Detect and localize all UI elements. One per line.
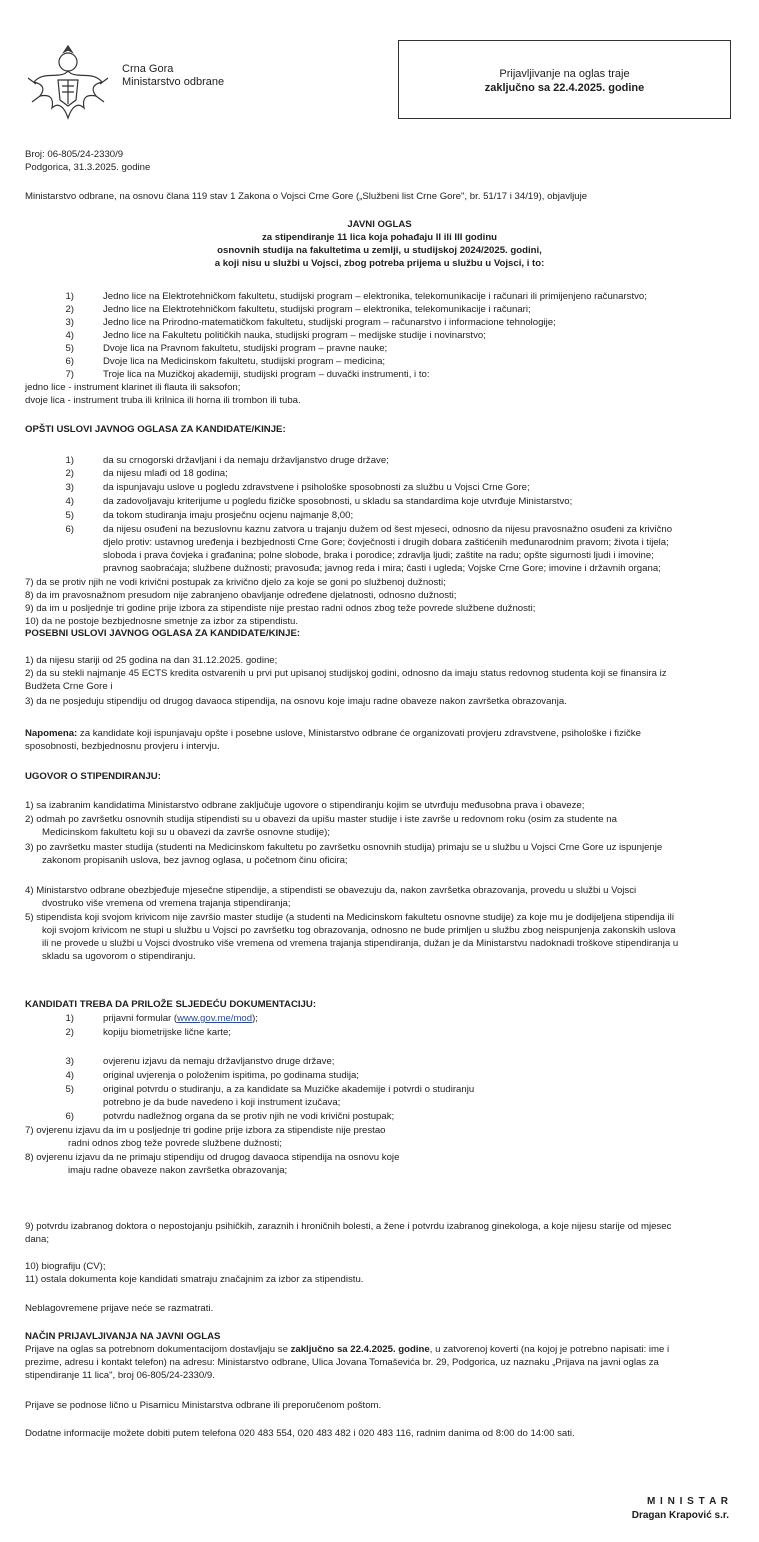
program-sub-line: jedno lice - instrument klarinet ili flauta ili saksofon; — [25, 382, 241, 393]
list-item: 5) stipendista koji svojom krivicom nije završio master studije (a studenti na Medicinskom fakultetu osnovne studije) za koje mu je dodijeljena stipendija ili — [25, 912, 674, 923]
application-heading: NAČIN PRIJAVLJIVANJA NA JAVNI OGLAS — [25, 1331, 221, 1342]
list-item: 4) Ministarstvo odbrane obezbjeđuje mjesečne stipendije, a stipendisti se obavezuju da, nakon završetka obrazovanja, provedu u službi u Vojsci — [25, 885, 637, 896]
list-item-continued: zakonom propisanih uslova, bez javnog oglasa, u početnom činu oficira; — [42, 855, 348, 866]
application-paragraph-line: stipendiranje 11 lica", broj 06-805/24-2330/9. — [25, 1370, 215, 1381]
list-item-continued: dana; — [25, 1234, 50, 1245]
header-org — [122, 63, 224, 89]
contact-info: Dodatne informacije možete dobiti putem telefona 020 483 554, 020 483 482 i 020 483 116, radnim danima od 8:00 do 14:00 sati. — [25, 1428, 575, 1439]
document-title: JAVNI OGLAS — [347, 219, 412, 230]
documents-heading: KANDIDATI TREBA DA PRILOŽE SLJEDEĆU DOKUMENTACIJU: — [25, 999, 317, 1010]
list-item-continued: Medicinskom fakultetu koji su u obavezi da završe osnovne studije); — [42, 827, 330, 838]
document-place-date: Podgorica, 31.3.2025. godine — [25, 162, 151, 173]
document-number: Broj: 06-805/24-2330/9 — [25, 149, 124, 160]
list-item-continued: Budžeta Crne Gore i — [25, 681, 113, 692]
country-name: Crna Gora — [122, 63, 174, 75]
note-paragraph: Napomena: za kandidate koji ispunjavaju opšte i posebne uslove, Ministarstvo odbrane će organizovati provjeru zdravstvene, psihološke i fizičke — [25, 728, 641, 739]
list-item: 1) da nijesu stariji od 25 godina na dan 31.12.2025. godine; — [25, 655, 278, 666]
list-item: 10) biografiju (CV); — [25, 1261, 106, 1272]
signature-name: Dragan Krapović s.r. — [631, 1510, 729, 1521]
list-item-continued: dvostruko više vremena od vremena trajanja stipendiranja; — [42, 898, 291, 909]
list-item: 8) ovjerenu izjavu da ne primaju stipendiju od drugog davaoca stipendija na osnovu koje — [25, 1152, 400, 1163]
title-line-4: a koji nisu u službi u Vojsci, zbog potreba prijema u službu u Vojsci, i to: — [214, 258, 545, 269]
ministry-name: Ministarstvo odbrane — [122, 76, 225, 88]
application-paragraph-line: prezime, adresu i kontakt telefon) na adresu: Ministarstvo odbrane, Ulica Jovana Tomaševića br. 29, Podgorica, uz naznaku „Prijava na javni oglas za — [25, 1357, 659, 1368]
title-line-3: osnovnih studija na fakultetima u zemlji, u studijskoj 2024/2025. godini, — [217, 245, 542, 256]
list-item: 7) ovjerenu izjavu da im u posljednje tri godine prije izbora za stipendiste nije prestao — [25, 1125, 386, 1136]
list-item: 3) po završetku master studija (studenti na Medicinskom fakultetu po završetku osnovnih studija) primaju se u službu u Vojsci Crne Gore uz ispunjenje — [25, 842, 663, 853]
program-sub-line: dvoje lica - instrument truba ili krilnica ili horna ili trombon ili tuba. — [25, 395, 301, 406]
list-item: 1) sa izabranim kandidatima Ministarstvo odbrane zaključuje ugovore o stipendiranju kojim se utvrđuju međusobna prava i obaveze; — [25, 800, 585, 811]
list-item: 7) da se protiv njih ne vodi krivični postupak za krivično djelo za koje se goni po službenoj dužnosti; — [25, 577, 446, 588]
list-item: 3) da ne posjeduju stipendiju od drugog davaoca stipendija, na osnovu koje imaju radne obaveze nakon završetka obrazovanja. — [25, 696, 567, 707]
title-line-2: za stipendiranje 11 lica koja pohađaju II ili III godinu — [261, 232, 498, 243]
list-item: 2) odmah po završetku osnovnih studija stipendisti su u obavezi da upišu master studije i iste završe u redovnom roku (osim za studente na — [25, 814, 617, 825]
list-item: 11) ostala dokumenta koje kandidati smatraju značajnim za izbor za stipendistu. — [25, 1274, 364, 1285]
list-item: 2) da su stekli najmanje 45 ECTS kredita ostvarenih u prvi put upisanoj studijskoj godini, odnosno da imaju status redovnog studenta koji se finansira iz — [25, 668, 667, 679]
list-item: 9) da im u posljednje tri godine prije izbora za stipendiste nije prestao radni odnos zbog teže povrede službene dužnosti; — [25, 603, 536, 614]
coat-of-arms-logo — [24, 40, 112, 128]
list-item: 9) potvrdu izabranog doktora o nepostojanju psihičkih, zaraznih i hroničnih bolesti, a žene i potvrdu izabranog ginekologa, a koje nijesu starije od mjesec — [25, 1221, 672, 1232]
list-item-continued: koji svojom krivicom ne stupi u službu u Vojsci po završetku tog obrazovanja, odnosno ne bude primljen u službu zbog neispunjenja zakonskih uslova — [42, 925, 676, 936]
submission-note: Prijave se podnose lično u Pisarnicu Ministarstva odbrane ili preporučenom poštom. — [25, 1400, 382, 1411]
list-item-continued: radni odnos zbog teže povrede službene dužnosti; — [68, 1138, 282, 1149]
note-line-2: sposobnosti, bezbjednosnu provjeru i intervju. — [25, 741, 220, 752]
gov-website-link[interactable]: www.gov.me/mod — [177, 1013, 253, 1024]
list-item: 10) da ne postoje bezbjednosne smetnje za izbor za stipendistu. — [25, 616, 299, 627]
deadline-notice-line1: Prijavljivanje na oglas traje — [499, 68, 630, 80]
list-item-continued: skladu sa ugovorom o stipendiranju. — [42, 951, 196, 962]
list-item-continued: ili ne provede u službi u Vojsci dvostruko više vremena od vremena trajanja stipendiranja, dužan je da Ministarstvu nadoknadi troškove stipendiranja u — [42, 938, 679, 949]
contract-heading: UGOVOR O STIPENDIRANJU: — [25, 771, 161, 782]
application-paragraph: Prijave na oglas sa potrebnom dokumentacijom dostavljaju se zaključno sa 22.4.2025. godine, u zatvorenoj koverti (na kojoj je potrebno napisati: ime i — [25, 1344, 670, 1355]
list-item-continued: imaju radne obaveze nakon završetka obrazovanja; — [68, 1165, 288, 1176]
note-label: Napomena: — [25, 728, 78, 739]
list-item: 8) da im pravosnažnom presudom nije zabranjeno obavljanje određene djelatnosti, odnosno dužnosti; — [25, 590, 457, 601]
deadline-notice-line2: zaključno sa 22.4.2025. godine — [484, 82, 645, 94]
signature-role: M I N I S T A R — [646, 1496, 729, 1507]
deadline-notice-box — [398, 40, 731, 119]
general-conditions-heading: OPŠTI USLOVI JAVNOG OGLASA ZA KANDIDATE/KINJE: — [25, 424, 286, 435]
late-applications-note: Neblagovremene prijave neće se razmatrati. — [25, 1303, 214, 1314]
intro-paragraph: Ministarstvo odbrane, na osnovu člana 119 stav 1 Zakona o Vojsci Crne Gore („Službeni list Crne Gore", br. 51/17 i 34/19), objavljuje — [25, 191, 588, 202]
special-conditions-heading: POSEBNI USLOVI JAVNOG OGLASA ZA KANDIDATE/KINJE: — [25, 628, 301, 639]
